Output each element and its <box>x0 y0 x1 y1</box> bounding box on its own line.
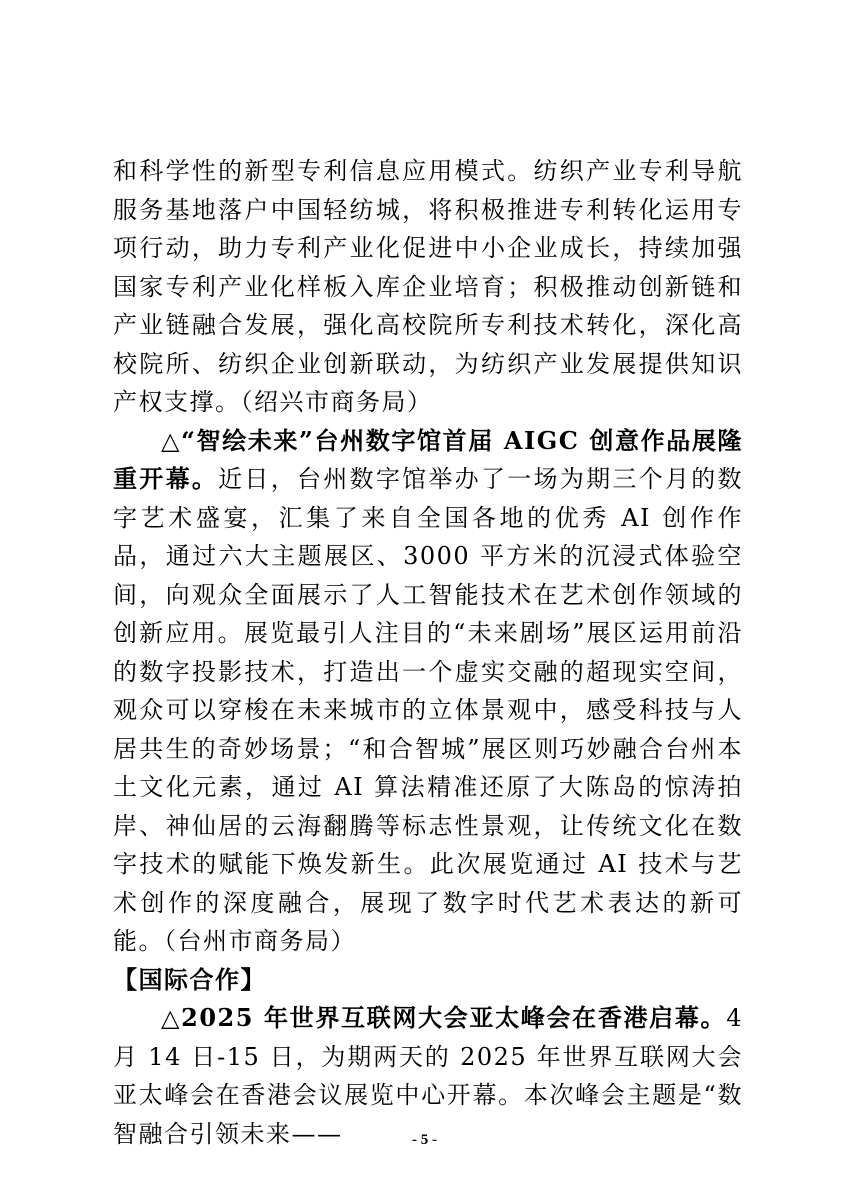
paragraph-text: 和科学性的新型专利信息应用模式。纺织产业专利导航服务基地落户中国轻纺城，将积极推进专利转化运用专项行动，助力专利产业化促进中小企业成长，持续加强国家专利产业化样板入库企业培育；积极推动创新链和产业链融合发展，强化高校院所专利技术转化，深化高校院所、纺织企业创新联动，为纺织产业发展提供知识产权支撑。（绍兴市商务局） <box>113 157 743 416</box>
paragraph-text: 近日，台州数字馆举办了一场为期三个月的数字艺术盛宴，汇集了来自全国各地的优秀 AI 创作作品，通过六大主题展区、3000 平方米的沉浸式体验空间，向观众全面展示了人工智能技术在艺术创作领域的创新应用。展览最引人注目的“未来剧场”展区运用前沿的数字投影技术，打造出一个虚实交融的超现实空间，观众可以穿梭在未来城市的立体景观中，感受科技与人居共生的奇妙场景；“和合智城”展区则巧妙融合台州本土文化元素，通过 AI 算法精准还原了大陈岛的惊涛拍岸、神仙居的云海翻腾等标志性景观，让传统文化在数字技术的赋能下焕发新生。此次展览通过 AI 技术与艺术创作的深度融合，展现了数字时代艺术表达的新可能。（台州市商务局） <box>113 465 744 955</box>
section-heading: 【国际合作】 <box>113 964 266 994</box>
paragraph-wic-asia-pacific <box>113 999 743 1153</box>
paragraph-text: 4 月 14 日-15 日，为期两天的 2025 年世界互联网大会亚太峰会在香港会议展览中心开幕。本次峰会主题是“数智融合引领未来—— <box>113 1004 743 1148</box>
news-headline: △2025 年世界互联网大会亚太峰会在香港启幕。 <box>161 1003 727 1032</box>
news-headline: △“智绘未来”台州数字馆首届 AIGC 创意作品展隆重开幕。 <box>113 425 743 493</box>
paragraph-taizhou <box>113 422 743 961</box>
page-number: - 5 - <box>412 1132 437 1148</box>
paragraph-shaoxing <box>113 152 743 422</box>
document-body <box>113 152 743 1153</box>
